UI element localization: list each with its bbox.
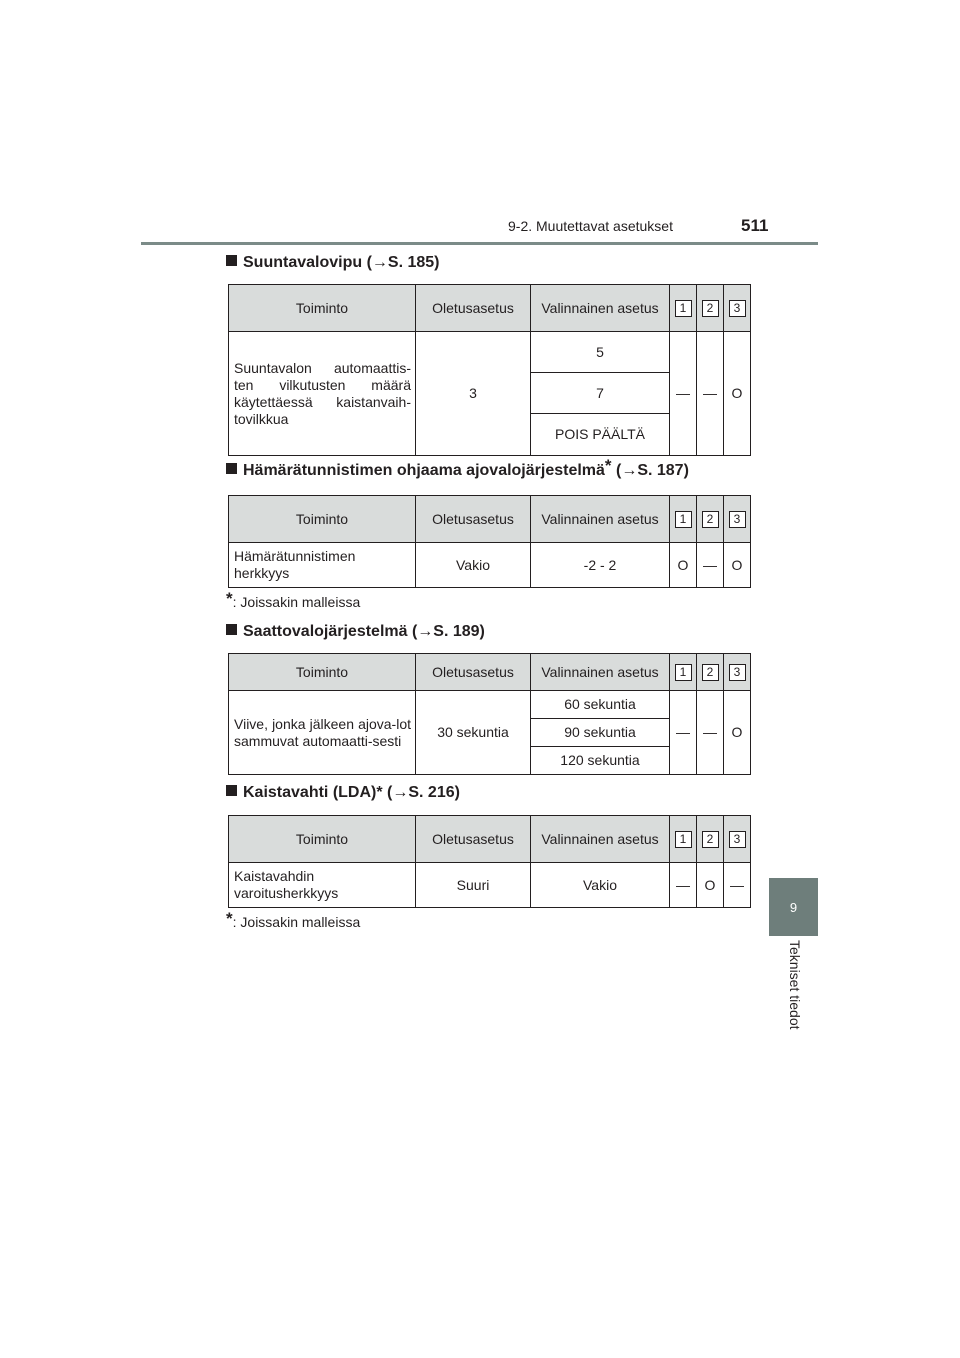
cell-option: Vakio — [531, 863, 670, 908]
table-header-row — [229, 496, 751, 543]
section-heading-follow-me-home: Saattovalojärjestelmä (→S. 189) — [226, 623, 485, 641]
cell-default: 3 — [416, 332, 531, 456]
cell-c2: — — [697, 332, 724, 456]
table-row — [229, 543, 751, 588]
cell-c2: O — [697, 863, 724, 908]
cell-option: 90 sekuntia — [531, 719, 670, 747]
cell-c3: — — [724, 863, 751, 908]
col-default: Oletusasetus — [416, 285, 531, 332]
chapter-tab[interactable] — [769, 878, 818, 936]
col-num-2: 2 — [697, 654, 724, 691]
bullet-square-icon — [226, 624, 237, 635]
cell-function: Hämärätunnistimen herkkyys — [229, 543, 416, 588]
col-default: Oletusasetus — [416, 496, 531, 543]
table-row — [229, 691, 751, 719]
col-optional: Valinnainen asetus — [531, 496, 670, 543]
col-default: Oletusasetus — [416, 816, 531, 863]
bullet-square-icon — [226, 785, 237, 796]
col-num-1: 1 — [670, 654, 697, 691]
settings-table-follow-me-home — [228, 653, 751, 775]
cell-option: 7 — [531, 373, 670, 414]
section-heading-auto-headlights: Hämärätunnistimen ohjaama ajovalojärjestelmä* (→S. 187) — [226, 462, 689, 480]
page-number: 511 — [741, 216, 769, 235]
settings-table-lane-departure — [228, 815, 751, 908]
col-num-1: 1 — [670, 496, 697, 543]
cell-c1: — — [670, 691, 697, 775]
cell-c3: O — [724, 332, 751, 456]
col-optional: Valinnainen asetus — [531, 816, 670, 863]
cell-function: Suuntavalon automaattis-ten vilkutusten määrä käytettäessä kaistanvaih-tovilkkua — [229, 332, 416, 456]
col-num-3: 3 — [724, 816, 751, 863]
col-function: Toiminto — [229, 285, 416, 332]
col-function: Toiminto — [229, 816, 416, 863]
cell-c1: — — [670, 332, 697, 456]
col-optional: Valinnainen asetus — [531, 654, 670, 691]
col-default: Oletusasetus — [416, 654, 531, 691]
bullet-square-icon — [226, 255, 237, 266]
col-function: Toiminto — [229, 654, 416, 691]
col-num-3: 3 — [724, 285, 751, 332]
cell-function: Viive, jonka jälkeen ajova-lot sammuvat automaatti-sesti — [229, 691, 416, 775]
table-row — [229, 332, 751, 373]
cell-option: 120 sekuntia — [531, 747, 670, 775]
settings-table-auto-headlights — [228, 495, 751, 588]
footnote: *: Joissakin malleissa — [226, 909, 361, 930]
cell-c1: O — [670, 543, 697, 588]
settings-table-turn-signal — [228, 284, 751, 456]
cell-option: 60 sekuntia — [531, 691, 670, 719]
cell-c2: — — [697, 543, 724, 588]
cell-option: -2 - 2 — [531, 543, 670, 588]
table-row — [229, 863, 751, 908]
cell-default: Suuri — [416, 863, 531, 908]
cell-c2: — — [697, 691, 724, 775]
col-num-2: 2 — [697, 285, 724, 332]
table-header-row — [229, 654, 751, 691]
cell-c3: O — [724, 691, 751, 775]
cell-option: 5 — [531, 332, 670, 373]
col-num-2: 2 — [697, 496, 724, 543]
cell-default: 30 sekuntia — [416, 691, 531, 775]
table-header-row — [229, 816, 751, 863]
cell-option: POIS PÄÄLTÄ — [531, 414, 670, 456]
table-header-row — [229, 285, 751, 332]
cell-c3: O — [724, 543, 751, 588]
col-function: Toiminto — [229, 496, 416, 543]
section-heading-lane-departure: Kaistavahti (LDA)* (→S. 216) — [226, 784, 460, 802]
cell-function: Kaistavahdin varoitusherkkyys — [229, 863, 416, 908]
col-num-1: 1 — [670, 816, 697, 863]
col-num-2: 2 — [697, 816, 724, 863]
bullet-square-icon — [226, 463, 237, 474]
running-header: 9-2. Muutettavat asetukset — [508, 218, 673, 234]
header-rule — [141, 242, 818, 245]
col-num-1: 1 — [670, 285, 697, 332]
cell-default: Vakio — [416, 543, 531, 588]
col-optional: Valinnainen asetus — [531, 285, 670, 332]
col-num-3: 3 — [724, 654, 751, 691]
section-heading-turn-signal: Suuntavalovipu (→S. 185) — [226, 254, 439, 272]
col-num-3: 3 — [724, 496, 751, 543]
footnote: *: Joissakin malleissa — [226, 589, 361, 610]
chapter-number: 9 — [789, 899, 798, 915]
chapter-label: Tekniset tiedot — [787, 940, 803, 1030]
cell-c1: — — [670, 863, 697, 908]
